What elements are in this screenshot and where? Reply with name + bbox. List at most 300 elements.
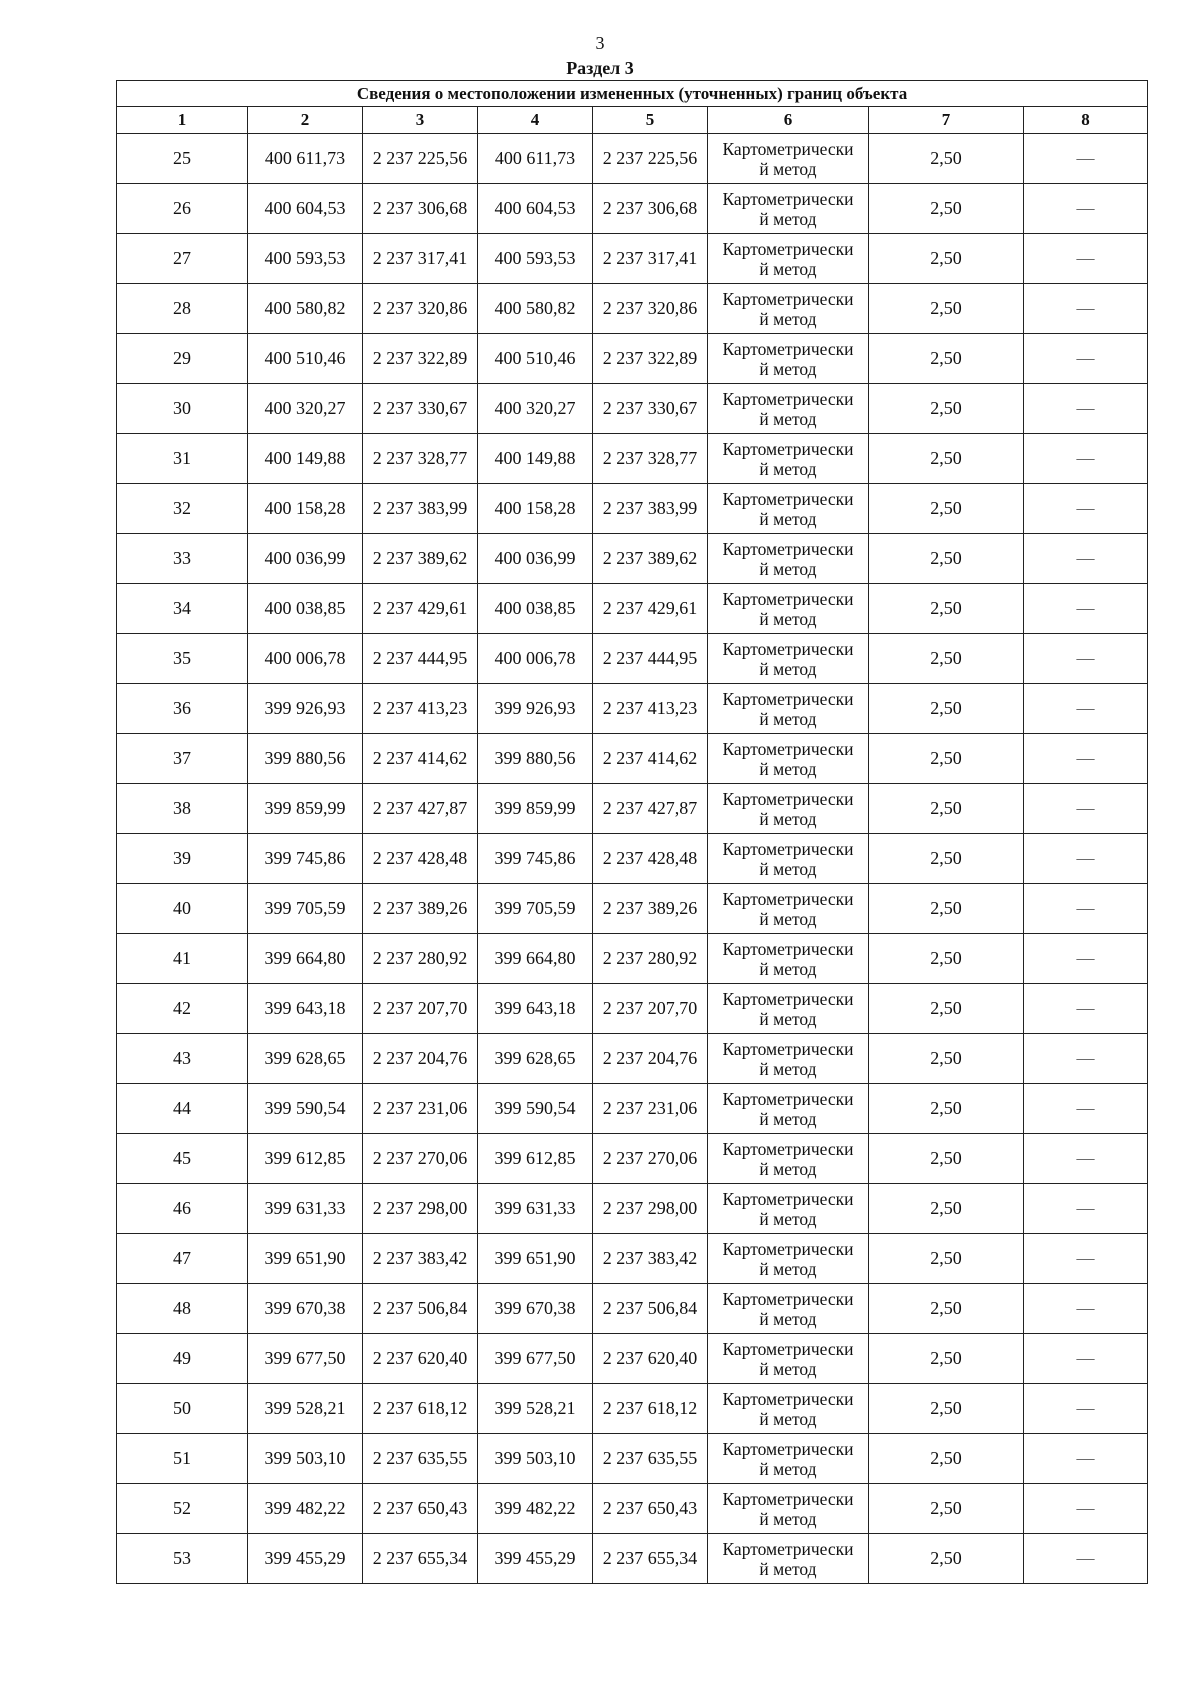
point-number-cell: 25 xyxy=(117,134,248,184)
x-refined-cell: 399 880,56 xyxy=(478,734,593,784)
x-existing-cell: 400 149,88 xyxy=(248,434,363,484)
column-number-8: 8 xyxy=(1024,107,1148,134)
y-refined-cell: 2 237 389,62 xyxy=(593,534,708,584)
x-refined-cell: 400 158,28 xyxy=(478,484,593,534)
method-cell xyxy=(708,1084,869,1134)
method-line-2: й метод xyxy=(759,908,817,929)
x-refined-cell: 399 503,10 xyxy=(478,1434,593,1484)
precision-cell: 2,50 xyxy=(869,384,1024,434)
x-refined-cell: 400 036,99 xyxy=(478,534,593,584)
x-refined-cell: 400 149,88 xyxy=(478,434,593,484)
method-line-1: Картометрически xyxy=(722,488,854,509)
method-cell xyxy=(708,634,869,684)
point-number-cell: 33 xyxy=(117,534,248,584)
method-line-2: й метод xyxy=(759,1558,817,1579)
precision-cell: 2,50 xyxy=(869,884,1024,934)
point-number-cell: 51 xyxy=(117,1434,248,1484)
y-refined-cell: 2 237 506,84 xyxy=(593,1284,708,1334)
y-existing-cell: 2 237 306,68 xyxy=(363,184,478,234)
point-number-cell: 44 xyxy=(117,1084,248,1134)
y-refined-cell: 2 237 270,06 xyxy=(593,1134,708,1184)
y-refined-cell: 2 237 322,89 xyxy=(593,334,708,384)
precision-cell: 2,50 xyxy=(869,1334,1024,1384)
y-existing-cell: 2 237 427,87 xyxy=(363,784,478,834)
y-refined-cell: 2 237 231,06 xyxy=(593,1084,708,1134)
y-existing-cell: 2 237 429,61 xyxy=(363,584,478,634)
method-line-2: й метод xyxy=(759,358,817,379)
y-refined-cell: 2 237 618,12 xyxy=(593,1384,708,1434)
y-existing-cell: 2 237 413,23 xyxy=(363,684,478,734)
method-line-2: й метод xyxy=(759,308,817,329)
method-line-2: й метод xyxy=(759,1208,817,1229)
table-caption-row xyxy=(117,81,1148,107)
point-number-cell: 29 xyxy=(117,334,248,384)
note-cell: — xyxy=(1024,1034,1148,1084)
table-row xyxy=(117,234,1148,284)
y-existing-cell: 2 237 428,48 xyxy=(363,834,478,884)
point-number-cell: 28 xyxy=(117,284,248,334)
table-row xyxy=(117,934,1148,984)
table-row xyxy=(117,584,1148,634)
precision-cell: 2,50 xyxy=(869,1084,1024,1134)
y-existing-cell: 2 237 444,95 xyxy=(363,634,478,684)
point-number-cell: 26 xyxy=(117,184,248,234)
note-cell: — xyxy=(1024,584,1148,634)
y-existing-cell: 2 237 204,76 xyxy=(363,1034,478,1084)
y-refined-cell: 2 237 414,62 xyxy=(593,734,708,784)
column-number-7: 7 xyxy=(869,107,1024,134)
y-refined-cell: 2 237 389,26 xyxy=(593,884,708,934)
table-row xyxy=(117,184,1148,234)
point-number-cell: 45 xyxy=(117,1134,248,1184)
note-cell: — xyxy=(1024,984,1148,1034)
method-line-1: Картометрически xyxy=(722,1088,854,1109)
point-number-cell: 53 xyxy=(117,1534,248,1584)
method-cell xyxy=(708,1184,869,1234)
y-refined-cell: 2 237 427,87 xyxy=(593,784,708,834)
method-line-2: й метод xyxy=(759,608,817,629)
point-number-cell: 38 xyxy=(117,784,248,834)
point-number-cell: 32 xyxy=(117,484,248,534)
x-refined-cell: 399 651,90 xyxy=(478,1234,593,1284)
page-number: 3 xyxy=(595,33,605,53)
column-number-1: 1 xyxy=(117,107,248,134)
y-refined-cell: 2 237 655,34 xyxy=(593,1534,708,1584)
x-refined-cell: 399 664,80 xyxy=(478,934,593,984)
x-existing-cell: 399 926,93 xyxy=(248,684,363,734)
y-existing-cell: 2 237 320,86 xyxy=(363,284,478,334)
x-refined-cell: 400 038,85 xyxy=(478,584,593,634)
table-body xyxy=(117,134,1148,1584)
x-refined-cell: 399 705,59 xyxy=(478,884,593,934)
point-number-cell: 30 xyxy=(117,384,248,434)
x-refined-cell: 399 859,99 xyxy=(478,784,593,834)
x-existing-cell: 399 745,86 xyxy=(248,834,363,884)
y-existing-cell: 2 237 322,89 xyxy=(363,334,478,384)
precision-cell: 2,50 xyxy=(869,1484,1024,1534)
x-refined-cell: 400 510,46 xyxy=(478,334,593,384)
y-existing-cell: 2 237 655,34 xyxy=(363,1534,478,1584)
table-row xyxy=(117,434,1148,484)
column-number-4: 4 xyxy=(478,107,593,134)
method-line-1: Картометрически xyxy=(722,838,854,859)
precision-cell: 2,50 xyxy=(869,1184,1024,1234)
method-line-2: й метод xyxy=(759,1508,817,1529)
table-caption: Сведения о местоположении измененных (уточненных) границ объекта xyxy=(117,81,1148,107)
x-existing-cell: 399 859,99 xyxy=(248,784,363,834)
y-existing-cell: 2 237 231,06 xyxy=(363,1084,478,1134)
method-cell xyxy=(708,584,869,634)
method-line-2: й метод xyxy=(759,258,817,279)
x-existing-cell: 399 455,29 xyxy=(248,1534,363,1584)
y-existing-cell: 2 237 389,26 xyxy=(363,884,478,934)
method-line-2: й метод xyxy=(759,1308,817,1329)
table-row xyxy=(117,784,1148,834)
column-number-3: 3 xyxy=(363,107,478,134)
note-cell: — xyxy=(1024,284,1148,334)
method-cell xyxy=(708,1434,869,1484)
y-refined-cell: 2 237 328,77 xyxy=(593,434,708,484)
y-refined-cell: 2 237 306,68 xyxy=(593,184,708,234)
note-cell: — xyxy=(1024,934,1148,984)
table-row xyxy=(117,284,1148,334)
y-existing-cell: 2 237 383,42 xyxy=(363,1234,478,1284)
method-line-2: й метод xyxy=(759,808,817,829)
y-refined-cell: 2 237 383,42 xyxy=(593,1234,708,1284)
method-cell xyxy=(708,134,869,184)
method-cell xyxy=(708,934,869,984)
method-line-1: Картометрически xyxy=(722,388,854,409)
method-line-1: Картометрически xyxy=(722,1288,854,1309)
method-line-1: Картометрически xyxy=(722,1138,854,1159)
note-cell: — xyxy=(1024,334,1148,384)
x-existing-cell: 400 580,82 xyxy=(248,284,363,334)
y-existing-cell: 2 237 330,67 xyxy=(363,384,478,434)
method-cell xyxy=(708,484,869,534)
point-number-cell: 50 xyxy=(117,1384,248,1434)
method-line-1: Картометрически xyxy=(722,188,854,209)
method-line-2: й метод xyxy=(759,408,817,429)
note-cell: — xyxy=(1024,784,1148,834)
y-existing-cell: 2 237 635,55 xyxy=(363,1434,478,1484)
y-existing-cell: 2 237 389,62 xyxy=(363,534,478,584)
table-row xyxy=(117,1284,1148,1334)
y-existing-cell: 2 237 618,12 xyxy=(363,1384,478,1434)
point-number-cell: 39 xyxy=(117,834,248,884)
column-number-2: 2 xyxy=(248,107,363,134)
table-row xyxy=(117,834,1148,884)
method-cell xyxy=(708,334,869,384)
note-cell: — xyxy=(1024,384,1148,434)
y-existing-cell: 2 237 225,56 xyxy=(363,134,478,184)
note-cell: — xyxy=(1024,1484,1148,1534)
table-row xyxy=(117,684,1148,734)
precision-cell: 2,50 xyxy=(869,1034,1024,1084)
y-refined-cell: 2 237 280,92 xyxy=(593,934,708,984)
method-line-1: Картометрически xyxy=(722,1038,854,1059)
y-refined-cell: 2 237 317,41 xyxy=(593,234,708,284)
method-line-2: й метод xyxy=(759,558,817,579)
note-cell: — xyxy=(1024,1184,1148,1234)
x-existing-cell: 400 158,28 xyxy=(248,484,363,534)
x-existing-cell: 400 611,73 xyxy=(248,134,363,184)
note-cell: — xyxy=(1024,234,1148,284)
x-existing-cell: 399 705,59 xyxy=(248,884,363,934)
point-number-cell: 42 xyxy=(117,984,248,1034)
x-existing-cell: 399 503,10 xyxy=(248,1434,363,1484)
note-cell: — xyxy=(1024,734,1148,784)
method-line-2: й метод xyxy=(759,1358,817,1379)
x-existing-cell: 399 651,90 xyxy=(248,1234,363,1284)
point-number-cell: 49 xyxy=(117,1334,248,1384)
precision-cell: 2,50 xyxy=(869,284,1024,334)
column-number-5: 5 xyxy=(593,107,708,134)
table-row xyxy=(117,984,1148,1034)
method-line-2: й метод xyxy=(759,758,817,779)
y-refined-cell: 2 237 428,48 xyxy=(593,834,708,884)
y-refined-cell: 2 237 429,61 xyxy=(593,584,708,634)
method-line-2: й метод xyxy=(759,158,817,179)
note-cell: — xyxy=(1024,134,1148,184)
point-number-cell: 35 xyxy=(117,634,248,684)
y-refined-cell: 2 237 650,43 xyxy=(593,1484,708,1534)
table-row xyxy=(117,1384,1148,1434)
x-refined-cell: 399 631,33 xyxy=(478,1184,593,1234)
precision-cell: 2,50 xyxy=(869,1284,1024,1334)
x-existing-cell: 399 628,65 xyxy=(248,1034,363,1084)
y-existing-cell: 2 237 328,77 xyxy=(363,434,478,484)
point-number-cell: 37 xyxy=(117,734,248,784)
x-existing-cell: 399 664,80 xyxy=(248,934,363,984)
method-cell xyxy=(708,784,869,834)
table-row xyxy=(117,1484,1148,1534)
y-existing-cell: 2 237 280,92 xyxy=(363,934,478,984)
x-refined-cell: 399 528,21 xyxy=(478,1384,593,1434)
precision-cell: 2,50 xyxy=(869,484,1024,534)
table-row xyxy=(117,1034,1148,1084)
precision-cell: 2,50 xyxy=(869,934,1024,984)
table-row xyxy=(117,1134,1148,1184)
y-refined-cell: 2 237 383,99 xyxy=(593,484,708,534)
x-existing-cell: 399 528,21 xyxy=(248,1384,363,1434)
method-line-2: й метод xyxy=(759,858,817,879)
y-refined-cell: 2 237 635,55 xyxy=(593,1434,708,1484)
y-refined-cell: 2 237 320,86 xyxy=(593,284,708,334)
x-existing-cell: 399 631,33 xyxy=(248,1184,363,1234)
method-line-2: й метод xyxy=(759,1058,817,1079)
method-line-1: Картометрически xyxy=(722,288,854,309)
x-existing-cell: 399 612,85 xyxy=(248,1134,363,1184)
method-line-1: Картометрически xyxy=(722,1538,854,1559)
table-row xyxy=(117,884,1148,934)
note-cell: — xyxy=(1024,834,1148,884)
x-refined-cell: 400 006,78 xyxy=(478,634,593,684)
method-cell xyxy=(708,1234,869,1284)
method-cell xyxy=(708,184,869,234)
precision-cell: 2,50 xyxy=(869,234,1024,284)
method-cell xyxy=(708,384,869,434)
y-existing-cell: 2 237 506,84 xyxy=(363,1284,478,1334)
method-cell xyxy=(708,1284,869,1334)
point-number-cell: 40 xyxy=(117,884,248,934)
precision-cell: 2,50 xyxy=(869,984,1024,1034)
precision-cell: 2,50 xyxy=(869,334,1024,384)
y-refined-cell: 2 237 207,70 xyxy=(593,984,708,1034)
note-cell: — xyxy=(1024,484,1148,534)
table-row xyxy=(117,534,1148,584)
method-cell xyxy=(708,1034,869,1084)
x-existing-cell: 399 677,50 xyxy=(248,1334,363,1384)
y-refined-cell: 2 237 225,56 xyxy=(593,134,708,184)
x-refined-cell: 399 745,86 xyxy=(478,834,593,884)
precision-cell: 2,50 xyxy=(869,134,1024,184)
table-row xyxy=(117,1234,1148,1284)
x-existing-cell: 399 590,54 xyxy=(248,1084,363,1134)
y-existing-cell: 2 237 317,41 xyxy=(363,234,478,284)
method-line-1: Картометрически xyxy=(722,438,854,459)
y-refined-cell: 2 237 444,95 xyxy=(593,634,708,684)
note-cell: — xyxy=(1024,684,1148,734)
x-refined-cell: 400 611,73 xyxy=(478,134,593,184)
x-refined-cell: 399 643,18 xyxy=(478,984,593,1034)
point-number-cell: 48 xyxy=(117,1284,248,1334)
precision-cell: 2,50 xyxy=(869,1384,1024,1434)
method-cell xyxy=(708,1534,869,1584)
y-existing-cell: 2 237 270,06 xyxy=(363,1134,478,1184)
method-line-1: Картометрически xyxy=(722,1238,854,1259)
x-refined-cell: 400 593,53 xyxy=(478,234,593,284)
point-number-cell: 36 xyxy=(117,684,248,734)
method-line-2: й метод xyxy=(759,1108,817,1129)
y-refined-cell: 2 237 620,40 xyxy=(593,1334,708,1384)
x-refined-cell: 399 590,54 xyxy=(478,1084,593,1134)
method-cell xyxy=(708,734,869,784)
x-refined-cell: 400 580,82 xyxy=(478,284,593,334)
method-line-1: Картометрически xyxy=(722,538,854,559)
precision-cell: 2,50 xyxy=(869,434,1024,484)
table-row xyxy=(117,484,1148,534)
method-cell xyxy=(708,1384,869,1434)
point-number-cell: 43 xyxy=(117,1034,248,1084)
precision-cell: 2,50 xyxy=(869,1234,1024,1284)
method-line-1: Картометрически xyxy=(722,938,854,959)
section-title: Раздел 3 xyxy=(566,58,634,78)
x-refined-cell: 400 604,53 xyxy=(478,184,593,234)
note-cell: — xyxy=(1024,1134,1148,1184)
x-existing-cell: 399 880,56 xyxy=(248,734,363,784)
method-line-2: й метод xyxy=(759,658,817,679)
note-cell: — xyxy=(1024,1534,1148,1584)
method-line-2: й метод xyxy=(759,1458,817,1479)
x-refined-cell: 399 926,93 xyxy=(478,684,593,734)
precision-cell: 2,50 xyxy=(869,634,1024,684)
method-line-1: Картометрически xyxy=(722,1488,854,1509)
method-line-2: й метод xyxy=(759,508,817,529)
precision-cell: 2,50 xyxy=(869,784,1024,834)
x-existing-cell: 399 482,22 xyxy=(248,1484,363,1534)
method-line-1: Картометрически xyxy=(722,688,854,709)
table-row xyxy=(117,1184,1148,1234)
point-number-cell: 34 xyxy=(117,584,248,634)
y-existing-cell: 2 237 620,40 xyxy=(363,1334,478,1384)
precision-cell: 2,50 xyxy=(869,734,1024,784)
method-cell xyxy=(708,684,869,734)
method-line-1: Картометрически xyxy=(722,738,854,759)
point-number-cell: 46 xyxy=(117,1184,248,1234)
point-number-cell: 31 xyxy=(117,434,248,484)
method-line-1: Картометрически xyxy=(722,888,854,909)
y-refined-cell: 2 237 298,00 xyxy=(593,1184,708,1234)
precision-cell: 2,50 xyxy=(869,184,1024,234)
method-cell xyxy=(708,234,869,284)
x-refined-cell: 399 677,50 xyxy=(478,1334,593,1384)
note-cell: — xyxy=(1024,1084,1148,1134)
method-line-1: Картометрически xyxy=(722,138,854,159)
method-cell xyxy=(708,1134,869,1184)
method-cell xyxy=(708,1484,869,1534)
method-line-1: Картометрически xyxy=(722,1388,854,1409)
x-refined-cell: 399 482,22 xyxy=(478,1484,593,1534)
method-line-2: й метод xyxy=(759,1258,817,1279)
table-row xyxy=(117,1534,1148,1584)
precision-cell: 2,50 xyxy=(869,684,1024,734)
table-row xyxy=(117,1084,1148,1134)
method-cell xyxy=(708,884,869,934)
method-line-2: й метод xyxy=(759,958,817,979)
y-refined-cell: 2 237 204,76 xyxy=(593,1034,708,1084)
point-number-cell: 52 xyxy=(117,1484,248,1534)
precision-cell: 2,50 xyxy=(869,534,1024,584)
note-cell: — xyxy=(1024,884,1148,934)
method-cell xyxy=(708,534,869,584)
x-existing-cell: 400 604,53 xyxy=(248,184,363,234)
table-row xyxy=(117,1434,1148,1484)
method-line-1: Картометрически xyxy=(722,638,854,659)
boundary-coordinates-table xyxy=(116,80,1148,1584)
method-line-1: Картометрически xyxy=(722,1188,854,1209)
x-refined-cell: 400 320,27 xyxy=(478,384,593,434)
note-cell: — xyxy=(1024,184,1148,234)
method-line-2: й метод xyxy=(759,708,817,729)
point-number-cell: 27 xyxy=(117,234,248,284)
method-line-1: Картометрически xyxy=(722,338,854,359)
note-cell: — xyxy=(1024,634,1148,684)
x-refined-cell: 399 670,38 xyxy=(478,1284,593,1334)
y-existing-cell: 2 237 414,62 xyxy=(363,734,478,784)
y-existing-cell: 2 237 383,99 xyxy=(363,484,478,534)
method-line-2: й метод xyxy=(759,1408,817,1429)
method-cell xyxy=(708,834,869,884)
x-existing-cell: 400 593,53 xyxy=(248,234,363,284)
x-existing-cell: 400 006,78 xyxy=(248,634,363,684)
precision-cell: 2,50 xyxy=(869,1434,1024,1484)
table-row xyxy=(117,634,1148,684)
y-refined-cell: 2 237 330,67 xyxy=(593,384,708,434)
y-existing-cell: 2 237 298,00 xyxy=(363,1184,478,1234)
method-line-1: Картометрически xyxy=(722,1438,854,1459)
method-line-2: й метод xyxy=(759,458,817,479)
table-row xyxy=(117,334,1148,384)
x-refined-cell: 399 612,85 xyxy=(478,1134,593,1184)
point-number-cell: 41 xyxy=(117,934,248,984)
precision-cell: 2,50 xyxy=(869,1534,1024,1584)
precision-cell: 2,50 xyxy=(869,1134,1024,1184)
x-existing-cell: 400 320,27 xyxy=(248,384,363,434)
precision-cell: 2,50 xyxy=(869,834,1024,884)
x-existing-cell: 399 670,38 xyxy=(248,1284,363,1334)
method-line-1: Картометрически xyxy=(722,1338,854,1359)
column-number-6: 6 xyxy=(708,107,869,134)
